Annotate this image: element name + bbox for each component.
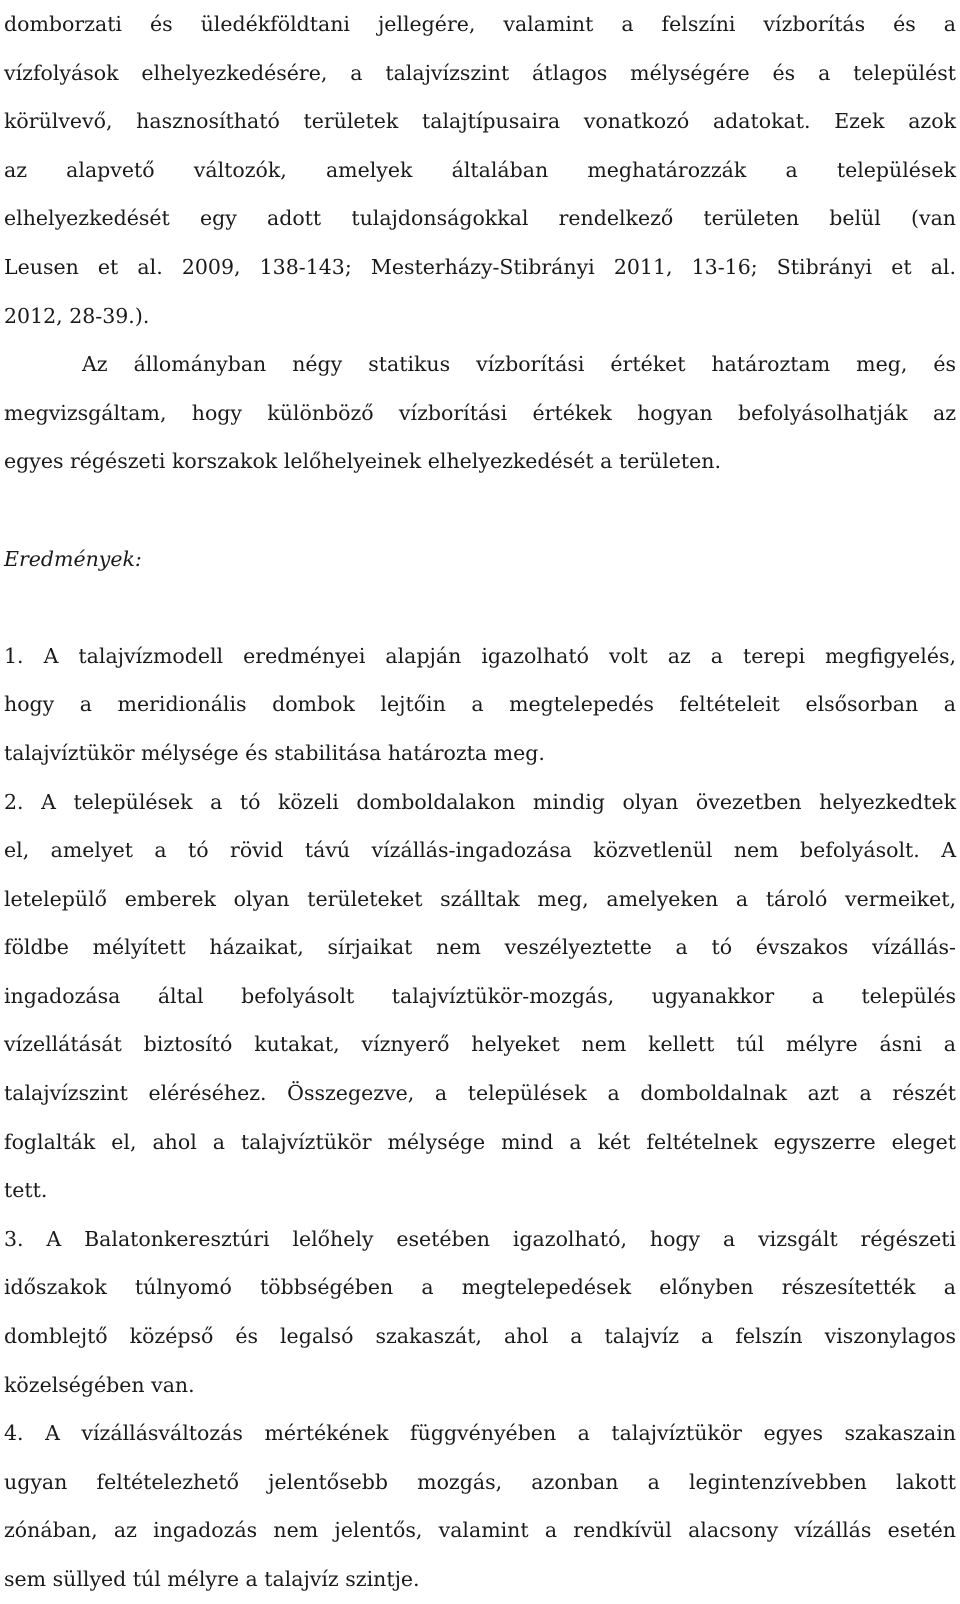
text-line: vízellátását biztosító kutakat, víznyerő helyeket nem kellett túl mélyre ásni a — [4, 1032, 956, 1057]
text-line: megvizsgáltam, hogy különböző vízborítási értékek hogyan befolyásolhatják az — [4, 400, 956, 425]
text-line: foglalták el, ahol a talajvíztükör mélysége mind a két feltételnek egyszerre eleget — [4, 1129, 956, 1154]
text-line: el, amelyet a tó rövid távú vízállás-ingadozása közvetlenül nem befolyásolt. A — [4, 838, 956, 863]
text-line: tett. — [4, 1178, 48, 1203]
method-paragraph — [4, 340, 956, 486]
text-line: közelségében van. — [4, 1372, 195, 1397]
text-line: 4. A vízállásváltozás mértékének függvényében a talajvíztükör egyes szakaszain — [4, 1421, 956, 1446]
text-line: hogy a meridionális dombok lejtőin a megtelepedés feltételeit elsősorban a — [4, 692, 956, 717]
text-line: elhelyezkedését egy adott tulajdonságokkal rendelkező területen belül (van — [4, 206, 956, 231]
text-line: domblejtő középső és legalsó szakaszát, ahol a talajvíz a felszín viszonylagos — [4, 1324, 956, 1349]
text-line: 3. A Balatonkeresztúri lelőhely esetében igazolható, hogy a vizsgált régészeti — [4, 1226, 956, 1251]
results-heading: Eredmények: — [4, 546, 142, 571]
text-line: sem süllyed túl mélyre a talajvíz szintje. — [4, 1567, 420, 1591]
paragraph-spacer — [4, 583, 956, 632]
text-line: földbe mélyített házaikat, sírjaikat nem veszélyeztette a tó évszakos vízállás- — [4, 935, 956, 960]
result-item-3 — [4, 1215, 956, 1409]
text-line: körülvevő, hasznosítható területek talajtípusaira vonatkozó adatokat. Ezek azok — [4, 109, 956, 134]
text-line: 2. A települések a tó közeli domboldalakon mindig olyan övezetben helyezkedtek — [4, 789, 956, 814]
text-line: Leusen et al. 2009, 138-143; Mesterházy-Stibrányi 2011, 13-16; Stibrányi et al. — [4, 254, 956, 279]
text-line: ugyan feltételezhető jelentősebb mozgás, azonban a legintenzívebben lakott — [4, 1469, 956, 1494]
result-item-1 — [4, 632, 956, 778]
text-line: talajvíztükör mélysége és stabilitása határozta meg. — [4, 740, 545, 765]
text-line: időszakok túlnyomó többségében a megtelepedések előnyben részesítették a — [4, 1275, 956, 1300]
text-line: ingadozása által befolyásolt talajvíztükör-mozgás, ugyanakkor a település — [4, 983, 956, 1008]
text-line: talajvízszint eléréséhez. Összegezve, a települések a domboldalnak azt a részét — [4, 1081, 956, 1106]
text-line: domborzati és üledékföldtani jellegére, valamint a felszíni vízborítás és a — [4, 12, 956, 36]
text-line: 2012, 28-39.). — [4, 303, 150, 328]
document-page — [4, 0, 956, 1604]
result-item-2 — [4, 778, 956, 1215]
text-line: az alapvető változók, amelyek általában meghatározzák a települések — [4, 157, 956, 182]
result-item-4 — [4, 1409, 956, 1603]
intro-paragraph — [4, 0, 956, 340]
text-line: vízfolyások elhelyezkedésére, a talajvízszint átlagos mélységére és a települést — [4, 60, 956, 85]
text-line: zónában, az ingadozás nem jelentős, valamint a rendkívül alacsony vízállás esetén — [4, 1518, 956, 1543]
text-line: letelepülő emberek olyan területeket szálltak meg, amelyeken a tároló vermeiket, — [4, 886, 956, 911]
paragraph-spacer — [4, 486, 956, 535]
text-line: egyes régészeti korszakok lelőhelyeinek elhelyezkedését a területen. — [4, 449, 721, 474]
text-line: 1. A talajvízmodell eredményei alapján igazolható volt az a terepi megfigyelés, — [4, 643, 956, 668]
text-line: Az állományban négy statikus vízborítási értéket határoztam meg, és — [82, 352, 956, 377]
